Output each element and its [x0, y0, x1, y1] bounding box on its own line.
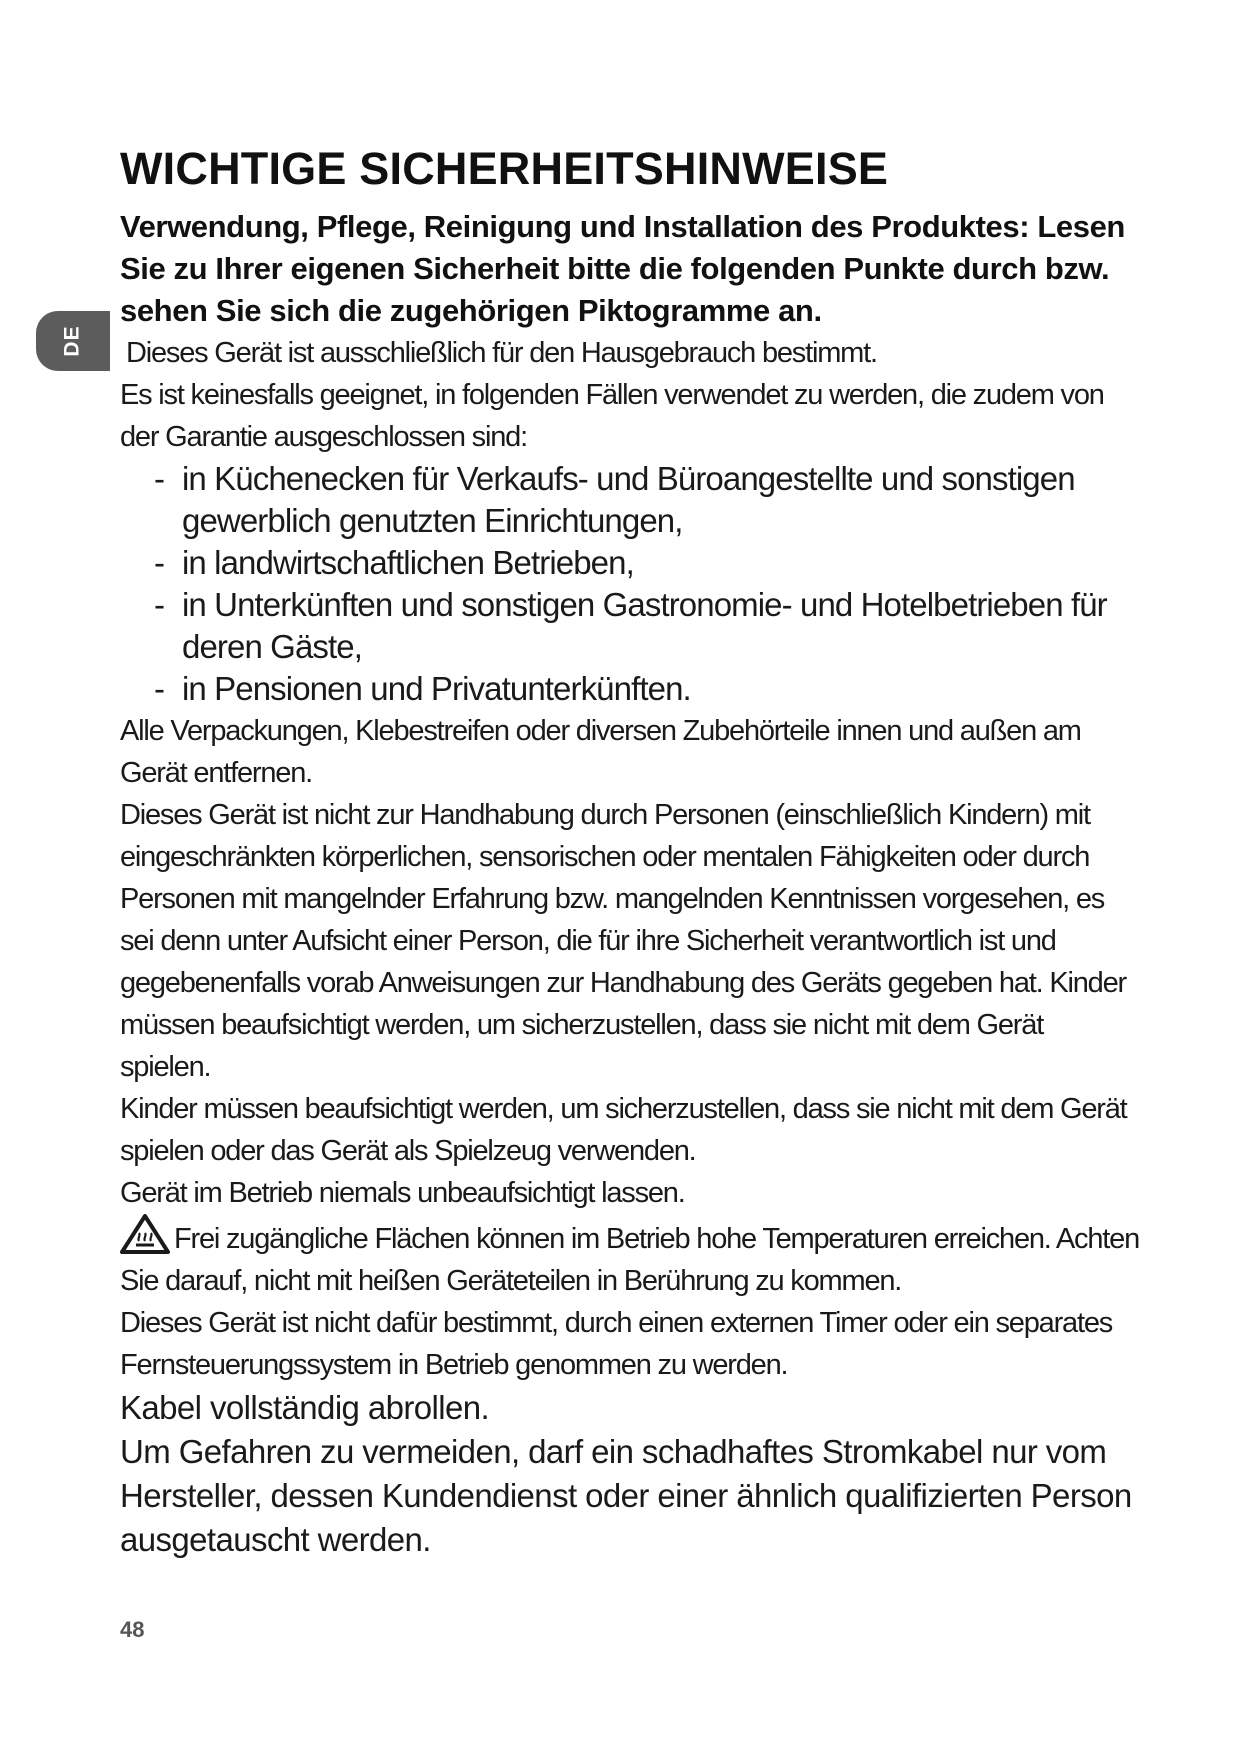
cable-text: Kabel vollständig abrollen. [120, 1389, 490, 1426]
page-number: 48 [120, 1617, 145, 1642]
not-suitable-text: Es ist keinesfalls geeignet, in folgenden Fällen verwendet zu werden, die zudem von der Garantie ausgeschlossen sind: [120, 379, 1104, 453]
exclusion-text: in Pensionen und Privatunterkünften. [182, 670, 691, 707]
exclusion-text: in Küchenecken für Verkaufs- und Büroangestellte und sonstigen gewerblich genutzten Einrichtungen, [182, 460, 1075, 539]
list-item [154, 458, 1140, 542]
hot-surface-warning-icon [120, 1214, 170, 1254]
dash-mark: - [154, 544, 165, 581]
household-use-text: Dieses Gerät ist ausschließlich für den Hausgebrauch bestimmt. [126, 337, 877, 369]
list-item [154, 542, 1140, 584]
list-item [154, 584, 1140, 668]
dash-mark: - [154, 586, 165, 623]
safety-content [120, 142, 1140, 1562]
packaging-text: Alle Verpackungen, Klebestreifen oder diversen Zubehörteile innen und außen am Gerät entfernen. [120, 715, 1081, 789]
damaged-cable-text: Um Gefahren zu vermeiden, darf ein schadhaftes Stromkabel nur vom Hersteller, dessen Kundendienst oder einer ähnlich qualifizierten Person ausgetauscht werden. [120, 1433, 1132, 1558]
dash-mark: - [154, 460, 165, 497]
language-tab-label: DE [61, 325, 84, 357]
timer-text: Dieses Gerät ist nicht dafür bestimmt, durch einen externen Timer oder ein separates Fernsteuerungssystem in Betrieb genommen zu werden. [120, 1307, 1113, 1381]
children-text: Kinder müssen beaufsichtigt werden, um sicherzustellen, dass sie nicht mit dem Gerät spielen oder das Gerät als Spielzeug verwenden. [120, 1093, 1127, 1167]
dash-mark: - [154, 670, 165, 707]
hot-surfaces-text: Frei zugängliche Flächen können im Betrieb hohe Temperaturen erreichen. Achten Sie darauf, nicht mit heißen Geräteteilen in Berührung zu kommen. [120, 1223, 1139, 1297]
page-title: WICHTIGE SICHERHEITSHINWEISE [120, 143, 889, 194]
language-tab [36, 311, 110, 371]
list-item [154, 668, 1140, 710]
exclusion-text: in landwirtschaftlichen Betrieben, [182, 544, 634, 581]
persons-text: Dieses Gerät ist nicht zur Handhabung durch Personen (einschließlich Kindern) mit eingeschränkten körperlichen, sensorischen oder mentalen Fähigkeiten oder durch Personen mit mangelnder Erfahrung bzw. mangelnden Kenntnissen vorgesehen, es sei denn unter Aufsicht einer Person, die für ihre Sicherheit verantwortlich ist und gegebenenfalls vorab Anweisungen zur Handhabung des Geräts gegeben hat. Kinder müssen beaufsichtigt werden, um sicherzustellen, dass sie nicht mit dem Gerät spielen. [120, 799, 1126, 1083]
exclusion-text: in Unterkünften und sonstigen Gastronomie- und Hotelbetrieben für deren Gäste, [182, 586, 1107, 665]
intro-text: Verwendung, Pflege, Reinigung und Installation des Produktes: Lesen Sie zu Ihrer eigenen Sicherheit bitte die folgenden Punkte durch bzw. sehen Sie sich die zugehörigen Piktogramme an. [120, 209, 1125, 328]
exclusion-list [120, 458, 1140, 710]
unattended-text: Gerät im Betrieb niemals unbeaufsichtigt lassen. [120, 1177, 685, 1209]
hot-surfaces-paragraph [120, 1214, 1140, 1302]
